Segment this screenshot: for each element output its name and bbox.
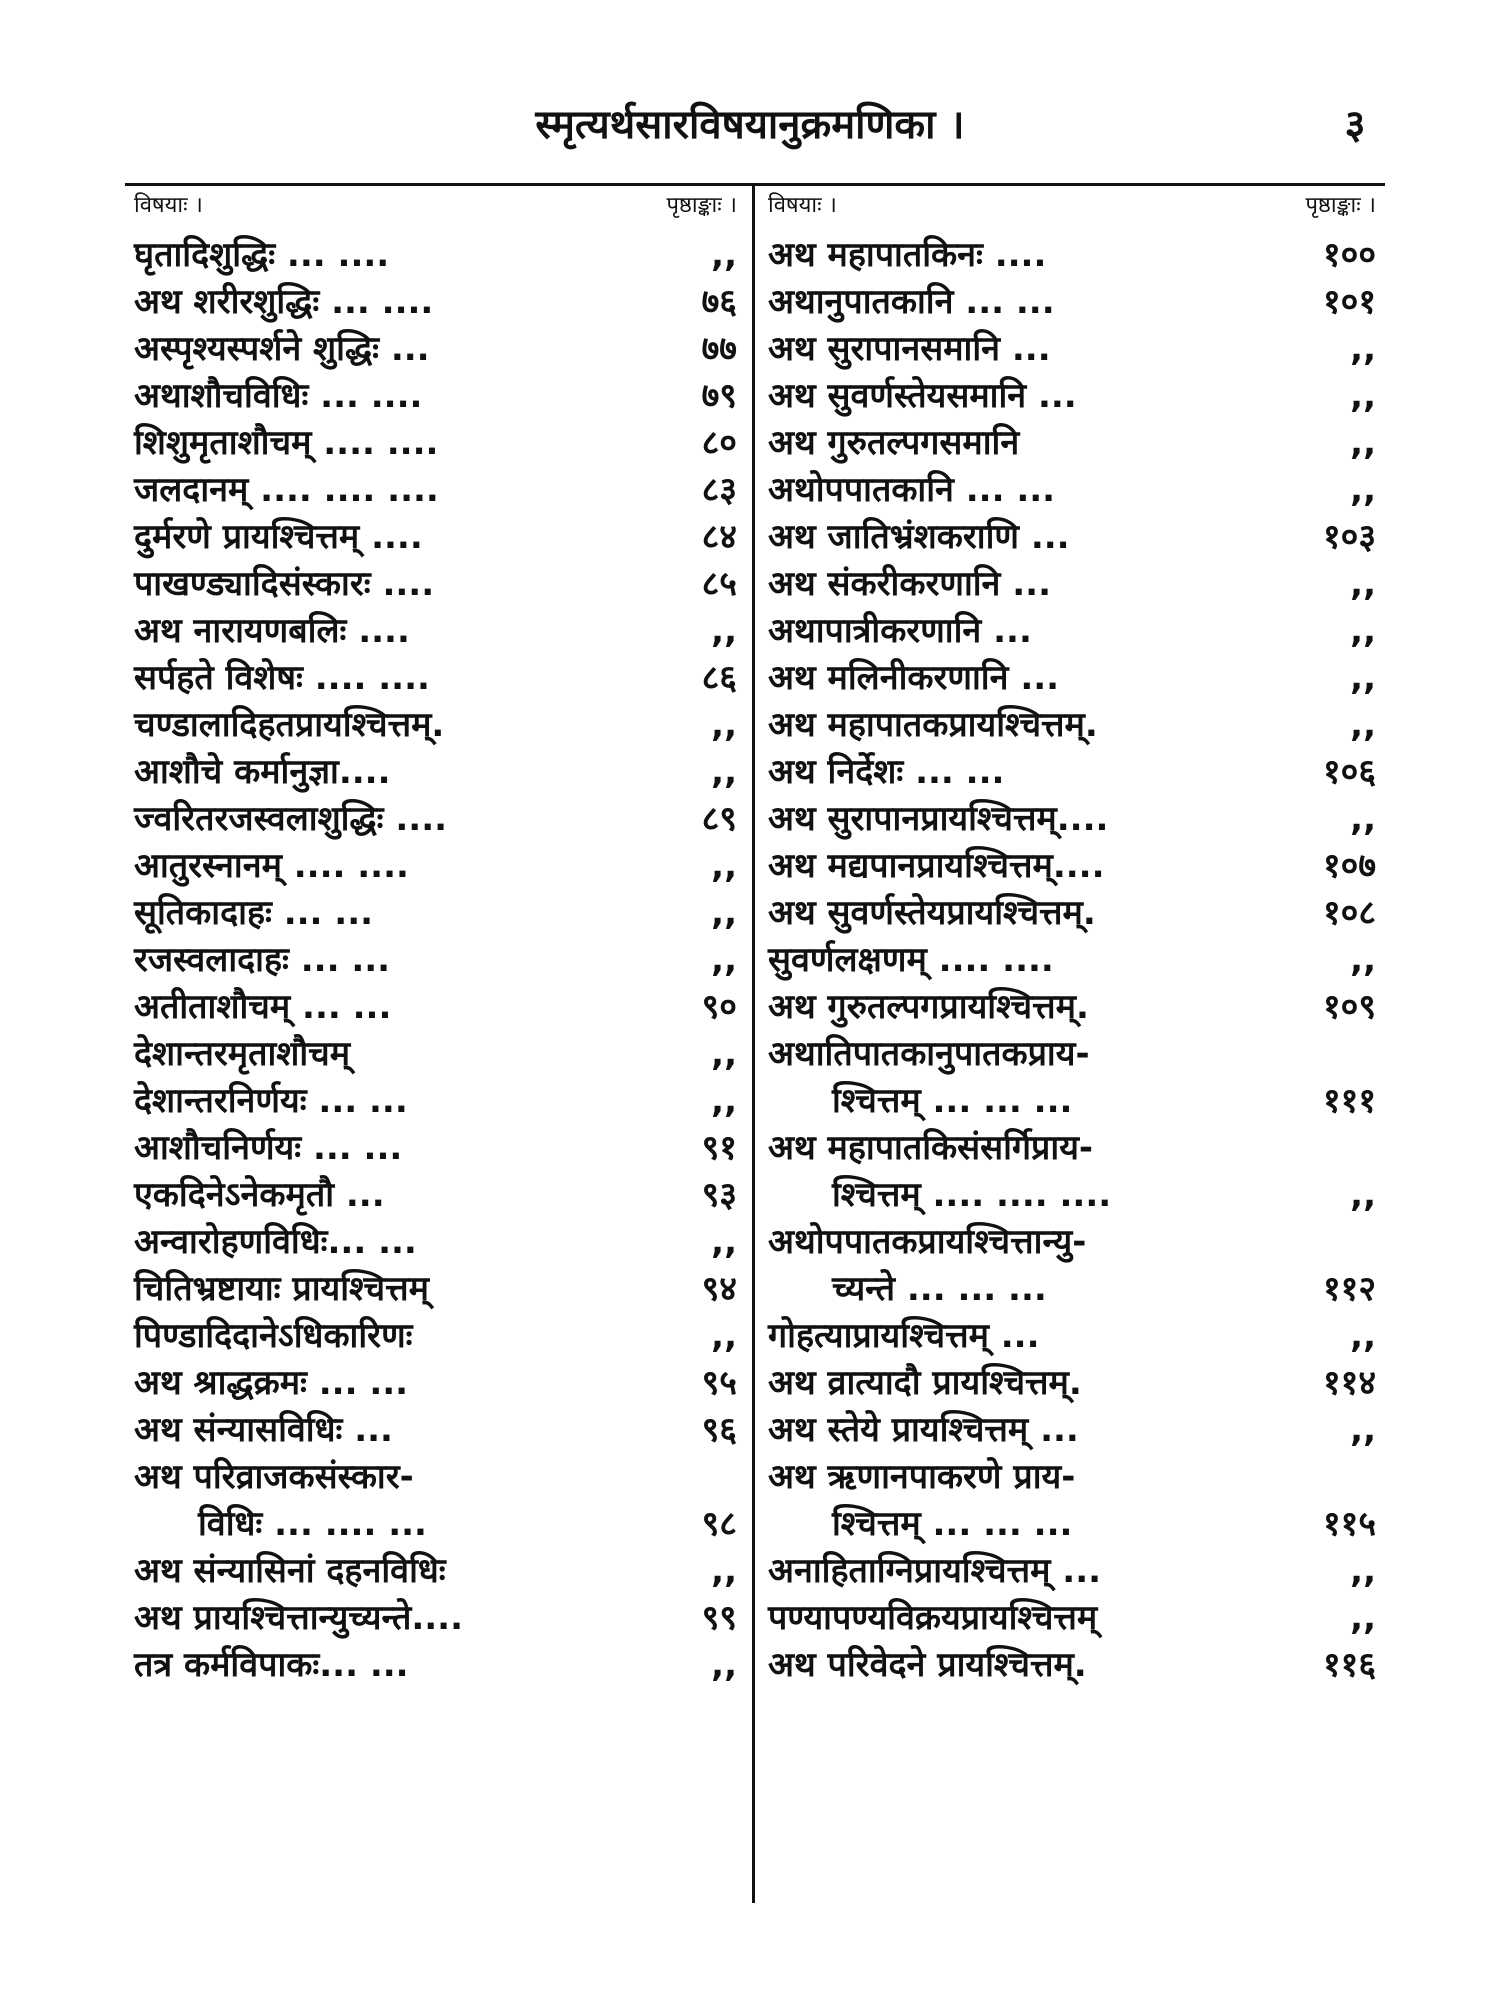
entry-page: ११२ (1322, 1269, 1376, 1309)
entry-page: ९६ (701, 1410, 737, 1450)
entry-page: ,, (711, 611, 737, 651)
entry-subject: अथ गुरुतल्पगप्रायश्चित्तम्. (768, 987, 1089, 1027)
entry-page: १०७ (1322, 846, 1376, 886)
entry-subject: अथ निर्देशः ... ... (768, 752, 1005, 792)
index-entry (762, 1642, 1382, 1689)
entry-subject: अथानुपातकानि ... ... (768, 282, 1055, 322)
entry-subject: अथ सुवर्णस्तेयप्रायश्चित्तम्. (768, 893, 1096, 933)
index-entry (762, 843, 1382, 890)
index-entry (762, 1125, 1382, 1172)
index-entry (128, 1595, 743, 1642)
entry-subject: चण्डालादिहतप्रायश्चित्तम्. (134, 705, 445, 745)
entry-subject: अथ मद्यपानप्रायश्चित्तम्.... (768, 846, 1105, 886)
entry-page: ,, (711, 940, 737, 980)
entry-subject: अतीताशौचम् ... ... (134, 987, 392, 1027)
index-entry (762, 467, 1382, 514)
entry-page: ,, (711, 893, 737, 933)
entry-subject: ज्वरितरजस्वलाशुद्धिः .... (134, 799, 448, 839)
index-entry (128, 1219, 743, 1266)
index-entry (128, 608, 743, 655)
entry-subject: सूतिकादाहः ... ... (134, 893, 374, 933)
index-entry (128, 467, 743, 514)
entry-subject: श्चित्तम् ... ... ... (832, 1081, 1073, 1121)
entry-subject: अथ परिव्राजकसंस्कार- (134, 1457, 414, 1497)
entry-subject: सर्पहते विशेषः .... .... (134, 658, 430, 698)
entry-subject: च्यन्ते ... ... ... (832, 1269, 1047, 1309)
entry-subject: अथ परिवेदने प्रायश्चित्तम्. (768, 1645, 1087, 1685)
entry-page: ,, (1350, 705, 1376, 745)
index-entry (762, 608, 1382, 655)
entry-page: १११ (1322, 1081, 1376, 1121)
index-entry (128, 1501, 743, 1548)
entry-subject: अथ स्तेये प्रायश्चित्तम् ... (768, 1410, 1079, 1450)
entry-subject: अथ सुवर्णस्तेयसमानि ... (768, 376, 1077, 416)
index-entry (128, 1172, 743, 1219)
entry-page: ,, (1350, 564, 1376, 604)
index-entry (762, 749, 1382, 796)
entry-subject: एकदिनेऽनेकमृतौ ... (134, 1175, 385, 1215)
index-entry (762, 984, 1382, 1031)
index-entry (128, 655, 743, 702)
entry-page: ,, (711, 1034, 737, 1074)
entry-page: ,, (1350, 329, 1376, 369)
entry-subject: अथ महापातकिसंसर्गिप्राय- (768, 1128, 1094, 1168)
entry-page: ९३ (701, 1175, 737, 1215)
index-entry (762, 232, 1382, 279)
right-column-header (762, 188, 1382, 224)
entry-subject: तत्र कर्मविपाकः... ... (134, 1645, 409, 1685)
index-entry (128, 1031, 743, 1078)
entry-subject: श्चित्तम् .... .... .... (832, 1175, 1112, 1215)
entry-page: ७६ (701, 282, 737, 322)
index-entry (128, 1642, 743, 1689)
column-divider (752, 183, 755, 1903)
entry-subject: देशान्तरमृताशौचम् (134, 1034, 351, 1074)
entry-subject: आशौचे कर्मानुज्ञा.... (134, 752, 391, 792)
index-entry (762, 1360, 1382, 1407)
entry-page: ,, (1350, 611, 1376, 651)
entry-page: ,, (1350, 423, 1376, 463)
entry-page: ९४ (701, 1269, 737, 1309)
index-entry (128, 702, 743, 749)
page-number: ३ (1344, 102, 1366, 148)
entry-page: ,, (1350, 658, 1376, 698)
index-entry (762, 1548, 1382, 1595)
index-entry (762, 1078, 1382, 1125)
entry-subject: पिण्डादिदानेऽधिकारिणः (134, 1316, 413, 1356)
entry-page: ११५ (1322, 1504, 1376, 1544)
entry-page: ,, (711, 1645, 737, 1685)
entry-subject: अथ संकरीकरणानि ... (768, 564, 1052, 604)
index-entry (128, 279, 743, 326)
entry-page: ८० (701, 423, 737, 463)
index-entry (762, 890, 1382, 937)
entry-page: ८३ (701, 470, 737, 510)
right-entry-list (762, 232, 1382, 1689)
index-entry (762, 1454, 1382, 1501)
index-entry (128, 843, 743, 890)
entry-subject: अथ ऋणानपाकरणे प्राय- (768, 1457, 1076, 1497)
page-title: स्मृत्यर्थसारविषयानुक्रमणिका । (535, 102, 965, 148)
index-entry (128, 1454, 743, 1501)
index-entry (762, 1219, 1382, 1266)
entry-subject: रजस्वलादाहः ... ... (134, 940, 391, 980)
entry-subject: चितिभ्रष्टायाः प्रायश्चित्तम् (134, 1269, 429, 1309)
entry-subject: अस्पृश्यस्पर्शने शुद्धिः ... (134, 329, 430, 369)
entry-page: ८९ (701, 799, 737, 839)
entry-subject: अथ मलिनीकरणानि ... (768, 658, 1060, 698)
index-entry (128, 1125, 743, 1172)
index-entry (762, 514, 1382, 561)
index-entry (762, 1501, 1382, 1548)
index-entry (128, 796, 743, 843)
left-column-header (128, 188, 743, 224)
entry-subject: अथ गुरुतल्पगसमानि (768, 423, 1020, 463)
entry-subject: दुर्मरणे प्रायश्चित्तम् .... (134, 517, 423, 557)
entry-page: ,, (1350, 1598, 1376, 1638)
entry-page: ,, (711, 705, 737, 745)
entry-page: ,, (1350, 1316, 1376, 1356)
entry-subject: अथापात्रीकरणानि ... (768, 611, 1032, 651)
entry-subject: अथ व्रात्यादौ प्रायश्चित्तम्. (768, 1363, 1082, 1403)
entry-subject: आशौचनिर्णयः ... ... (134, 1128, 403, 1168)
entry-page: ७९ (701, 376, 737, 416)
header-rule (125, 183, 1385, 186)
entry-subject: अथ सुरापानप्रायश्चित्तम्.... (768, 799, 1109, 839)
index-entry (128, 373, 743, 420)
entry-subject: पाखण्ड्यादिसंस्कारः .... (134, 564, 435, 604)
entry-subject: अथ संन्यासिनां दहनविधिः (134, 1551, 446, 1591)
entry-page: ८५ (701, 564, 737, 604)
entry-subject: अथ महापातकप्रायश्चित्तम्. (768, 705, 1098, 745)
entry-page: १०१ (1322, 282, 1376, 322)
left-entry-list (128, 232, 743, 1689)
entry-page: ,, (711, 846, 737, 886)
index-entry (128, 1078, 743, 1125)
entry-subject: अथोपपातकानि ... ... (768, 470, 1056, 510)
index-entry (128, 420, 743, 467)
entry-subject: अथ नारायणबलिः .... (134, 611, 410, 651)
page-column-label: पृष्ठाङ्काः । (666, 193, 737, 218)
entry-page: ,, (1350, 799, 1376, 839)
entry-subject: घृतादिशुद्धिः ... .... (134, 235, 390, 275)
index-entry (762, 1172, 1382, 1219)
entry-page: ,, (711, 1081, 737, 1121)
index-entry (762, 937, 1382, 984)
entry-page: ,, (1350, 1551, 1376, 1591)
entry-page: ९१ (701, 1128, 737, 1168)
entry-subject: अथ श्राद्धक्रमः ... ... (134, 1363, 409, 1403)
index-entry (762, 326, 1382, 373)
entry-page: ,, (711, 235, 737, 275)
index-entry (762, 702, 1382, 749)
entry-subject: अथाशौचविधिः ... .... (134, 376, 423, 416)
index-entry (128, 749, 743, 796)
entry-subject: अथ संन्यासविधिः ... (134, 1410, 393, 1450)
entry-page: ,, (1350, 940, 1376, 980)
entry-page: ९० (701, 987, 737, 1027)
subject-column-label: विषयाः । (134, 193, 203, 218)
entry-page: ११४ (1322, 1363, 1376, 1403)
entry-subject: अथातिपातकानुपातकप्राय- (768, 1034, 1090, 1074)
index-entry (128, 514, 743, 561)
entry-subject: श्चित्तम् ... ... ... (832, 1504, 1073, 1544)
index-entry (762, 1313, 1382, 1360)
entry-page: ,, (711, 752, 737, 792)
entry-subject: जलदानम् .... .... .... (134, 470, 439, 510)
entry-page: ,, (711, 1551, 737, 1591)
index-entry (762, 1595, 1382, 1642)
index-entry (128, 937, 743, 984)
index-entry (128, 561, 743, 608)
entry-subject: सुवर्णलक्षणम् .... .... (768, 940, 1054, 980)
entry-page: ,, (1350, 376, 1376, 416)
page-header (0, 95, 1500, 155)
entry-subject: देशान्तरनिर्णयः ... ... (134, 1081, 408, 1121)
entry-subject: अथ सुरापानसमानि ... (768, 329, 1051, 369)
index-entry (762, 1031, 1382, 1078)
index-entry (128, 1360, 743, 1407)
entry-page: ,, (1350, 1175, 1376, 1215)
subject-column-label: विषयाः । (768, 193, 837, 218)
index-entry (762, 655, 1382, 702)
entry-page: ,, (711, 1222, 737, 1262)
index-entry (128, 1266, 743, 1313)
index-entry (128, 1313, 743, 1360)
entry-subject: अथ शरीरशुद्धिः ... .... (134, 282, 434, 322)
entry-subject: आतुरस्नानम् .... .... (134, 846, 409, 886)
entry-page: ,, (711, 1316, 737, 1356)
entry-subject: गोहत्याप्रायश्चित्तम् ... (768, 1316, 1040, 1356)
entry-page: ८६ (701, 658, 737, 698)
entry-subject: अनाहिताग्निप्रायश्चित्तम् ... (768, 1551, 1102, 1591)
entry-page: ७७ (701, 329, 737, 369)
entry-subject: अथ जातिभ्रंशकराणि ... (768, 517, 1070, 557)
index-entry (762, 279, 1382, 326)
right-column (762, 188, 1382, 1689)
index-entry (762, 561, 1382, 608)
index-entry (128, 232, 743, 279)
entry-page: १०६ (1322, 752, 1376, 792)
left-column (128, 188, 743, 1689)
index-entry (762, 1407, 1382, 1454)
entry-subject: अन्वारोहणविधिः... ... (134, 1222, 417, 1262)
index-entry (128, 1407, 743, 1454)
entry-page: ९८ (701, 1504, 737, 1544)
entry-page: ९५ (701, 1363, 737, 1403)
entry-page: ,, (1350, 470, 1376, 510)
index-entry (128, 890, 743, 937)
entry-page: १०३ (1322, 517, 1376, 557)
entry-subject: अथ प्रायश्चित्तान्युच्यन्ते.... (134, 1598, 464, 1638)
entry-page: १०९ (1322, 987, 1376, 1027)
index-entry (128, 1548, 743, 1595)
index-entry (762, 420, 1382, 467)
index-entry (128, 984, 743, 1031)
index-entry (762, 1266, 1382, 1313)
entry-page: ९९ (701, 1598, 737, 1638)
entry-subject: विधिः ... .... ... (198, 1504, 427, 1544)
entry-page: ८४ (701, 517, 737, 557)
entry-subject: पण्यापण्यविक्रयप्रायश्चित्तम् (768, 1598, 1098, 1638)
entry-page: ,, (1350, 1410, 1376, 1450)
page-column-label: पृष्ठाङ्काः । (1305, 193, 1376, 218)
entry-page: ११६ (1322, 1645, 1376, 1685)
index-entry (762, 796, 1382, 843)
entry-page: १०० (1322, 235, 1376, 275)
entry-subject: अथ महापातकिनः .... (768, 235, 1047, 275)
entry-subject: अथोपपातकप्रायश्चित्तान्यु- (768, 1222, 1087, 1262)
entry-page: १०८ (1322, 893, 1376, 933)
index-entry (128, 326, 743, 373)
entry-subject: शिशुमृताशौचम् .... .... (134, 423, 439, 463)
index-entry (762, 373, 1382, 420)
